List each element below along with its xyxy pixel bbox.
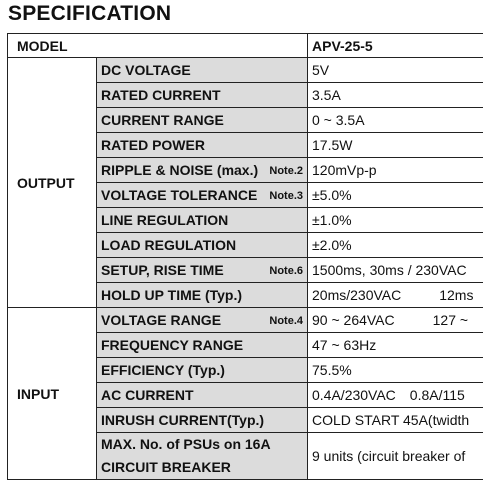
parameter-cell — [97, 308, 308, 333]
value-cell — [308, 233, 483, 258]
parameter-label: EFFICIENCY (Typ.) — [101, 362, 225, 378]
model-value: APV-25-5 — [308, 34, 483, 58]
value-cell — [308, 58, 483, 83]
value-text: 120mVp-p — [312, 162, 377, 178]
parameter-cell — [97, 433, 308, 480]
parameter-label: MAX. No. of PSUs on 16A CIRCUIT BREAKER — [101, 436, 271, 475]
value-text: 5V — [312, 62, 330, 78]
value-text: ±5.0% — [312, 187, 352, 203]
value-text: 3.5A — [312, 87, 341, 103]
parameter-label: LINE REGULATION — [101, 212, 229, 228]
parameter-label: HOLD UP TIME (Typ.) — [101, 287, 243, 303]
value-cell — [308, 283, 483, 308]
parameter-label: INRUSH CURRENT(Typ.) — [101, 412, 265, 428]
spec-row — [8, 308, 483, 333]
parameter-cell — [97, 83, 308, 108]
parameter-label: VOLTAGE RANGE — [101, 312, 222, 328]
specification-table — [7, 33, 483, 480]
value-text: COLD START 45A(twidth — [312, 412, 470, 428]
parameter-cell — [97, 158, 308, 183]
value-cell — [308, 408, 483, 433]
note-label: Note.4 — [269, 315, 303, 327]
value-text: 0 ~ 3.5A — [312, 112, 365, 128]
value-text: 9 units (circuit breaker of — [312, 448, 466, 464]
parameter-label: RIPPLE & NOISE (max.) — [101, 162, 259, 178]
note-label: Note.3 — [269, 190, 303, 202]
value-text-secondary: 0.8A/115 — [409, 387, 465, 403]
parameter-cell — [97, 58, 308, 83]
parameter-label: DC VOLTAGE — [101, 62, 191, 78]
parameter-cell — [97, 133, 308, 158]
value-cell — [308, 383, 483, 408]
parameter-cell — [97, 208, 308, 233]
value-cell — [308, 308, 483, 333]
value-cell — [308, 158, 483, 183]
output-group-label: OUTPUT — [8, 58, 97, 308]
value-text: ±2.0% — [312, 237, 352, 253]
value-cell — [308, 83, 483, 108]
parameter-label: AC CURRENT — [101, 387, 194, 403]
value-cell — [308, 433, 483, 480]
value-cell — [308, 133, 483, 158]
parameter-cell — [97, 358, 308, 383]
value-text: ±1.0% — [312, 212, 352, 228]
value-text: 1500ms, 30ms / 230VAC — [312, 262, 467, 278]
parameter-label: RATED POWER — [101, 137, 205, 153]
value-cell — [308, 333, 483, 358]
model-label: MODEL — [8, 34, 308, 58]
parameter-label: CURRENT RANGE — [101, 112, 224, 128]
input-group-label: INPUT — [8, 308, 97, 480]
value-text-secondary: 12ms — [439, 287, 474, 303]
parameter-cell — [97, 283, 308, 308]
model-row — [8, 34, 483, 58]
page-title: SPECIFICATION — [8, 2, 172, 25]
value-cell — [308, 108, 483, 133]
value-cell — [308, 258, 483, 283]
value-text: 47 ~ 63Hz — [312, 337, 377, 353]
parameter-cell — [97, 258, 308, 283]
parameter-cell — [97, 108, 308, 133]
value-cell — [308, 208, 483, 233]
parameter-cell — [97, 233, 308, 258]
parameter-label: RATED CURRENT — [101, 87, 221, 103]
value-text: 0.4A/230VAC — [312, 387, 396, 403]
value-text: 17.5W — [312, 137, 353, 153]
parameter-cell — [97, 408, 308, 433]
parameter-cell — [97, 183, 308, 208]
parameter-label: LOAD REGULATION — [101, 237, 237, 253]
parameter-cell — [97, 333, 308, 358]
note-label: Note.6 — [269, 265, 303, 277]
value-text-secondary: 127 ~ — [432, 312, 469, 328]
value-text: 75.5% — [312, 362, 352, 378]
value-cell — [308, 358, 483, 383]
value-cell — [308, 183, 483, 208]
note-label: Note.2 — [269, 165, 303, 177]
value-text: 20ms/230VAC — [312, 287, 402, 303]
parameter-label: VOLTAGE TOLERANCE — [101, 187, 258, 203]
parameter-cell — [97, 383, 308, 408]
parameter-label: SETUP, RISE TIME — [101, 262, 224, 278]
spec-row — [8, 58, 483, 83]
value-text: 90 ~ 264VAC — [312, 312, 395, 328]
parameter-label: FREQUENCY RANGE — [101, 337, 244, 353]
